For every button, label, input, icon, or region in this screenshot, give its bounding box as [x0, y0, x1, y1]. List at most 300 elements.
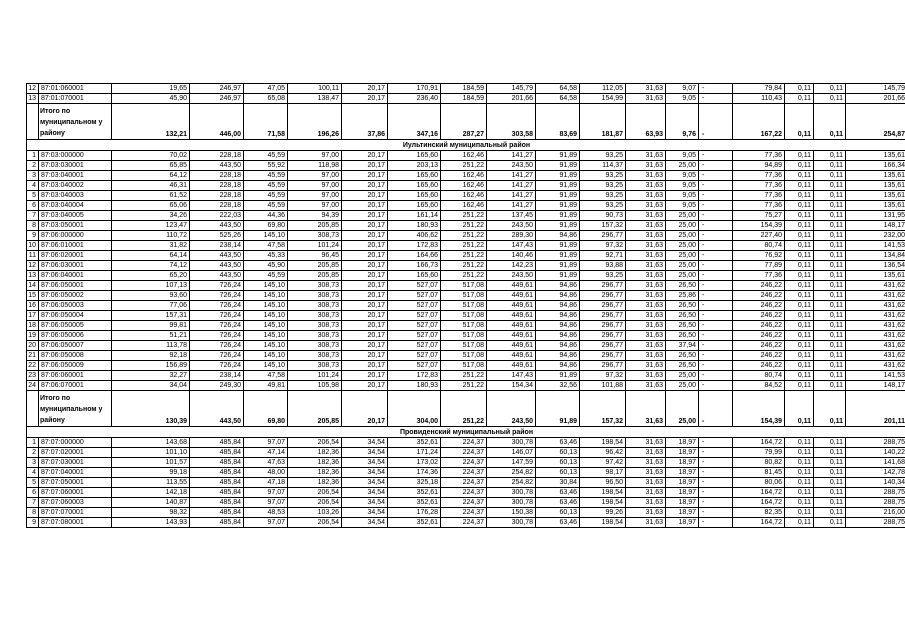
value-cell: 289,30: [487, 231, 536, 241]
value-cell: 527,07: [388, 301, 441, 311]
value-cell: 449,61: [487, 321, 536, 331]
table-row: [27, 301, 905, 311]
value-cell: 65,85: [112, 161, 190, 171]
table-row: [27, 381, 905, 391]
value-cell: 20,17: [342, 241, 388, 251]
total-value-cell: 251,22: [441, 391, 487, 427]
table-row: [27, 241, 905, 251]
value-cell: 26,50: [666, 321, 699, 331]
value-cell: 246,22: [733, 301, 785, 311]
value-cell: 141,27: [487, 181, 536, 191]
value-cell: 431,62: [846, 281, 905, 291]
value-cell: 246,22: [733, 311, 785, 321]
value-cell: 77,89: [733, 261, 785, 271]
value-cell: 9,05: [666, 171, 699, 181]
value-cell: 300,78: [487, 498, 536, 508]
value-cell: 172,83: [388, 371, 441, 381]
value-cell: 18,97: [666, 518, 699, 528]
value-cell: 18,97: [666, 458, 699, 468]
value-cell: 18,97: [666, 448, 699, 458]
value-cell: 0,11: [814, 468, 846, 478]
value-cell: -: [699, 508, 733, 518]
value-cell: 0,11: [785, 478, 814, 488]
value-cell: 165,60: [388, 201, 441, 211]
value-cell: 9,07: [666, 84, 699, 94]
value-cell: 94,86: [536, 281, 580, 291]
value-cell: 20,17: [342, 361, 388, 371]
value-cell: 31,63: [626, 271, 666, 281]
value-cell: 142,78: [846, 468, 905, 478]
table-row: [27, 351, 905, 361]
value-cell: 431,62: [846, 291, 905, 301]
row-number: 4: [27, 181, 39, 191]
value-cell: -: [699, 351, 733, 361]
row-number: 3: [27, 171, 39, 181]
value-cell: 93,25: [580, 201, 626, 211]
value-cell: 103,26: [288, 508, 342, 518]
table-row: [27, 458, 905, 468]
value-cell: 352,61: [388, 488, 441, 498]
value-cell: 246,22: [733, 361, 785, 371]
value-cell: 100,11: [288, 84, 342, 94]
value-cell: 224,37: [441, 468, 487, 478]
value-cell: 31,63: [626, 341, 666, 351]
value-cell: 0,11: [785, 191, 814, 201]
value-cell: 154,39: [733, 221, 785, 231]
value-cell: 431,62: [846, 361, 905, 371]
value-cell: 0,11: [785, 498, 814, 508]
value-cell: 0,11: [785, 211, 814, 221]
value-cell: 9,05: [666, 191, 699, 201]
value-cell: 94,86: [536, 331, 580, 341]
value-cell: 30,84: [536, 478, 580, 488]
value-cell: -: [699, 331, 733, 341]
value-cell: 34,54: [342, 448, 388, 458]
value-cell: 224,37: [441, 498, 487, 508]
table-row: [27, 181, 905, 191]
value-cell: 101,57: [112, 458, 190, 468]
value-cell: 431,62: [846, 311, 905, 321]
value-cell: 141,27: [487, 171, 536, 181]
value-cell: 105,98: [288, 381, 342, 391]
total-value-cell: 31,63: [626, 391, 666, 427]
value-cell: 20,17: [342, 301, 388, 311]
value-cell: 91,89: [536, 151, 580, 161]
value-cell: 79,84: [733, 84, 785, 94]
value-cell: -: [699, 458, 733, 468]
value-cell: 45,90: [112, 94, 190, 104]
value-cell: 91,89: [536, 371, 580, 381]
value-cell: 0,11: [814, 241, 846, 251]
value-cell: 228,18: [190, 171, 244, 181]
value-cell: 182,36: [288, 478, 342, 488]
value-cell: 80,06: [733, 478, 785, 488]
value-cell: 517,08: [441, 281, 487, 291]
table-row: [27, 191, 905, 201]
value-cell: 485,84: [190, 508, 244, 518]
value-cell: 449,61: [487, 291, 536, 301]
value-cell: 114,37: [580, 161, 626, 171]
value-cell: 31,63: [626, 161, 666, 171]
value-cell: 81,45: [733, 468, 785, 478]
cadastral-code: 87:06:050002: [39, 291, 112, 301]
value-cell: 48,53: [244, 508, 288, 518]
value-cell: 726,24: [190, 311, 244, 321]
value-cell: 107,13: [112, 281, 190, 291]
total-value-cell: 83,69: [536, 104, 580, 140]
value-cell: 206,54: [288, 488, 342, 498]
value-cell: 726,24: [190, 281, 244, 291]
value-cell: 0,11: [785, 251, 814, 261]
value-cell: 0,11: [785, 311, 814, 321]
value-cell: 99,26: [580, 508, 626, 518]
row-number: 17: [27, 311, 39, 321]
value-cell: 20,17: [342, 161, 388, 171]
value-cell: 31,63: [626, 301, 666, 311]
cadastral-code: 87:06:060001: [39, 371, 112, 381]
value-cell: 97,07: [244, 438, 288, 448]
value-cell: 0,11: [785, 221, 814, 231]
cadastral-code: 87:06:050006: [39, 331, 112, 341]
value-cell: 0,11: [785, 291, 814, 301]
value-cell: -: [699, 94, 733, 104]
total-value-cell: 347,16: [388, 104, 441, 140]
value-cell: 47,14: [244, 448, 288, 458]
value-cell: 449,61: [487, 281, 536, 291]
value-cell: 308,73: [288, 331, 342, 341]
row-number: 6: [27, 488, 39, 498]
value-cell: -: [699, 498, 733, 508]
value-cell: 517,08: [441, 321, 487, 331]
value-cell: 0,11: [785, 381, 814, 391]
value-cell: 0,11: [814, 191, 846, 201]
value-cell: 0,11: [785, 301, 814, 311]
value-cell: 205,85: [288, 271, 342, 281]
table-row: [27, 508, 905, 518]
value-cell: 20,17: [342, 221, 388, 231]
value-cell: 25,00: [666, 371, 699, 381]
value-cell: 91,89: [536, 241, 580, 251]
total-value-cell: 25,00: [666, 391, 699, 427]
value-cell: -: [699, 301, 733, 311]
value-cell: 157,31: [112, 311, 190, 321]
value-cell: 0,11: [814, 281, 846, 291]
value-cell: 0,11: [785, 448, 814, 458]
cadastral-code: 87:07:020001: [39, 448, 112, 458]
table-row: [27, 341, 905, 351]
row-number: 22: [27, 361, 39, 371]
value-cell: 18,97: [666, 488, 699, 498]
value-cell: 228,18: [190, 191, 244, 201]
value-cell: 93,25: [580, 151, 626, 161]
row-number: 12: [27, 261, 39, 271]
value-cell: 251,22: [441, 241, 487, 251]
row-number: 5: [27, 191, 39, 201]
value-cell: 164,72: [733, 438, 785, 448]
value-cell: 145,10: [244, 321, 288, 331]
value-cell: 31,63: [626, 518, 666, 528]
value-cell: 145,79: [487, 84, 536, 94]
value-cell: 141,27: [487, 201, 536, 211]
value-cell: 25,00: [666, 211, 699, 221]
value-cell: 32,27: [112, 371, 190, 381]
value-cell: 485,84: [190, 518, 244, 528]
cadastral-code: 87:06:040001: [39, 271, 112, 281]
value-cell: -: [699, 261, 733, 271]
value-cell: 110,43: [733, 94, 785, 104]
value-cell: 76,92: [733, 251, 785, 261]
value-cell: 31,63: [626, 458, 666, 468]
value-cell: 0,11: [814, 94, 846, 104]
cadastral-code: 87:06:000000: [39, 231, 112, 241]
cadastral-code: 87:06:050009: [39, 361, 112, 371]
value-cell: 147,43: [487, 371, 536, 381]
value-cell: 55,92: [244, 161, 288, 171]
value-cell: 165,60: [388, 271, 441, 281]
value-cell: 308,73: [288, 291, 342, 301]
row-number: 12: [27, 84, 39, 94]
value-cell: 296,77: [580, 361, 626, 371]
value-cell: 45,90: [244, 261, 288, 271]
row-number: 20: [27, 341, 39, 351]
total-number-cell: [27, 391, 39, 427]
value-cell: 70,02: [112, 151, 190, 161]
value-cell: -: [699, 84, 733, 94]
value-cell: 517,08: [441, 331, 487, 341]
value-cell: 101,24: [288, 371, 342, 381]
value-cell: 0,11: [785, 438, 814, 448]
value-cell: 20,17: [342, 191, 388, 201]
value-cell: 140,87: [112, 498, 190, 508]
value-cell: 136,54: [846, 261, 905, 271]
value-cell: 246,22: [733, 331, 785, 341]
value-cell: 171,24: [388, 448, 441, 458]
value-cell: 31,63: [626, 261, 666, 271]
value-cell: 94,86: [536, 361, 580, 371]
value-cell: 34,54: [342, 438, 388, 448]
value-cell: 34,04: [112, 381, 190, 391]
value-cell: -: [699, 171, 733, 181]
value-cell: 0,11: [814, 361, 846, 371]
value-cell: 91,89: [536, 261, 580, 271]
value-cell: 485,84: [190, 468, 244, 478]
value-cell: 527,07: [388, 311, 441, 321]
value-cell: 308,73: [288, 361, 342, 371]
value-cell: 0,11: [785, 468, 814, 478]
value-cell: 180,93: [388, 381, 441, 391]
value-cell: 31,63: [626, 321, 666, 331]
value-cell: 0,11: [814, 181, 846, 191]
value-cell: 308,73: [288, 351, 342, 361]
value-cell: 406,62: [388, 231, 441, 241]
total-value-cell: 304,00: [388, 391, 441, 427]
value-cell: 143,68: [112, 438, 190, 448]
value-cell: 308,73: [288, 341, 342, 351]
value-cell: 101,24: [288, 241, 342, 251]
value-cell: 224,37: [441, 458, 487, 468]
cadastral-code: 87:06:050007: [39, 341, 112, 351]
section-title: Провиденский муниципальный район: [27, 427, 905, 438]
value-cell: 145,10: [244, 331, 288, 341]
total-value-cell: 0,11: [785, 391, 814, 427]
value-cell: 20,17: [342, 321, 388, 331]
value-cell: 243,50: [487, 271, 536, 281]
value-cell: 527,07: [388, 331, 441, 341]
value-cell: 26,50: [666, 281, 699, 291]
value-cell: -: [699, 241, 733, 251]
cadastral-code: 87:03:000000: [39, 151, 112, 161]
value-cell: 37,94: [666, 341, 699, 351]
value-cell: 47,58: [244, 371, 288, 381]
value-cell: 162,46: [441, 191, 487, 201]
value-cell: 135,61: [846, 191, 905, 201]
value-cell: 18,97: [666, 508, 699, 518]
table-row: [27, 261, 905, 271]
cadastral-code: 87:07:050001: [39, 478, 112, 488]
value-cell: 300,78: [487, 518, 536, 528]
value-cell: 80,74: [733, 371, 785, 381]
value-cell: 251,22: [441, 161, 487, 171]
value-cell: 300,78: [487, 488, 536, 498]
value-cell: 31,63: [626, 478, 666, 488]
value-cell: 182,36: [288, 468, 342, 478]
value-cell: 31,63: [626, 488, 666, 498]
row-number: 23: [27, 371, 39, 381]
value-cell: 0,11: [814, 171, 846, 181]
value-cell: 300,78: [487, 438, 536, 448]
value-cell: 443,50: [190, 251, 244, 261]
value-cell: 0,11: [814, 261, 846, 271]
value-cell: 485,84: [190, 438, 244, 448]
value-cell: 101,88: [580, 381, 626, 391]
value-cell: 145,10: [244, 341, 288, 351]
value-cell: -: [699, 518, 733, 528]
value-cell: 431,62: [846, 341, 905, 351]
value-cell: 20,17: [342, 171, 388, 181]
value-cell: 236,40: [388, 94, 441, 104]
value-cell: 176,28: [388, 508, 441, 518]
value-cell: 0,11: [785, 321, 814, 331]
value-cell: 110,72: [112, 231, 190, 241]
value-cell: 527,07: [388, 291, 441, 301]
value-cell: 20,17: [342, 291, 388, 301]
value-cell: 63,46: [536, 518, 580, 528]
cadastral-code: 87:06:030001: [39, 261, 112, 271]
value-cell: -: [699, 281, 733, 291]
value-cell: 288,75: [846, 488, 905, 498]
value-cell: 251,22: [441, 231, 487, 241]
row-number: 2: [27, 161, 39, 171]
table-row: [27, 321, 905, 331]
value-cell: 224,37: [441, 488, 487, 498]
value-cell: 60,13: [536, 458, 580, 468]
total-value-cell: 443,50: [190, 391, 244, 427]
value-cell: 34,54: [342, 468, 388, 478]
value-cell: 0,11: [785, 508, 814, 518]
value-cell: 224,37: [441, 448, 487, 458]
table-row: [27, 478, 905, 488]
value-cell: 141,53: [846, 371, 905, 381]
value-cell: 31,82: [112, 241, 190, 251]
value-cell: 25,00: [666, 261, 699, 271]
value-cell: 96,50: [580, 478, 626, 488]
value-cell: 726,24: [190, 361, 244, 371]
value-cell: 31,63: [626, 331, 666, 341]
value-cell: 25,00: [666, 241, 699, 251]
value-cell: 162,46: [441, 151, 487, 161]
value-cell: 246,22: [733, 321, 785, 331]
table-row: [27, 438, 905, 448]
cadastral-code: 87:01:070001: [39, 94, 112, 104]
value-cell: -: [699, 321, 733, 331]
value-cell: 726,24: [190, 301, 244, 311]
value-cell: 0,11: [814, 221, 846, 231]
value-cell: 97,32: [580, 241, 626, 251]
value-cell: 0,11: [814, 438, 846, 448]
value-cell: 97,00: [288, 151, 342, 161]
value-cell: 288,75: [846, 438, 905, 448]
value-cell: 0,11: [814, 498, 846, 508]
value-cell: 131,95: [846, 211, 905, 221]
value-cell: 142,18: [112, 488, 190, 498]
total-row: [27, 391, 905, 427]
value-cell: 296,77: [580, 321, 626, 331]
value-cell: 288,75: [846, 518, 905, 528]
value-cell: 101,10: [112, 448, 190, 458]
total-value-cell: 167,22: [733, 104, 785, 140]
value-cell: 251,22: [441, 371, 487, 381]
value-cell: 517,08: [441, 361, 487, 371]
value-cell: 31,63: [626, 251, 666, 261]
value-cell: 60,13: [536, 508, 580, 518]
cadastral-code: 87:06:050004: [39, 311, 112, 321]
total-value-cell: 196,26: [288, 104, 342, 140]
row-number: 8: [27, 221, 39, 231]
cadastral-code: 87:07:030001: [39, 458, 112, 468]
value-cell: 25,00: [666, 231, 699, 241]
value-cell: 0,11: [785, 151, 814, 161]
total-number-cell: [27, 104, 39, 140]
value-cell: 228,18: [190, 151, 244, 161]
row-number: 9: [27, 518, 39, 528]
cadastral-code: 87:03:030001: [39, 161, 112, 171]
value-cell: 154,99: [580, 94, 626, 104]
value-cell: -: [699, 151, 733, 161]
value-cell: 31,63: [626, 291, 666, 301]
value-cell: 92,18: [112, 351, 190, 361]
value-cell: 18,97: [666, 498, 699, 508]
value-cell: 224,37: [441, 478, 487, 488]
row-number: 21: [27, 351, 39, 361]
value-cell: 162,46: [441, 171, 487, 181]
total-value-cell: -: [699, 104, 733, 140]
value-cell: 0,11: [785, 361, 814, 371]
value-cell: 34,26: [112, 211, 190, 221]
value-cell: 173,02: [388, 458, 441, 468]
value-cell: 198,54: [580, 488, 626, 498]
total-value-cell: 205,85: [288, 391, 342, 427]
value-cell: 47,05: [244, 84, 288, 94]
value-cell: 224,37: [441, 518, 487, 528]
value-cell: 0,11: [814, 518, 846, 528]
value-cell: 48,00: [244, 468, 288, 478]
value-cell: 527,07: [388, 351, 441, 361]
value-cell: 31,63: [626, 201, 666, 211]
value-cell: 45,59: [244, 181, 288, 191]
value-cell: 135,61: [846, 151, 905, 161]
total-value-cell: 69,80: [244, 391, 288, 427]
value-cell: 97,07: [244, 488, 288, 498]
